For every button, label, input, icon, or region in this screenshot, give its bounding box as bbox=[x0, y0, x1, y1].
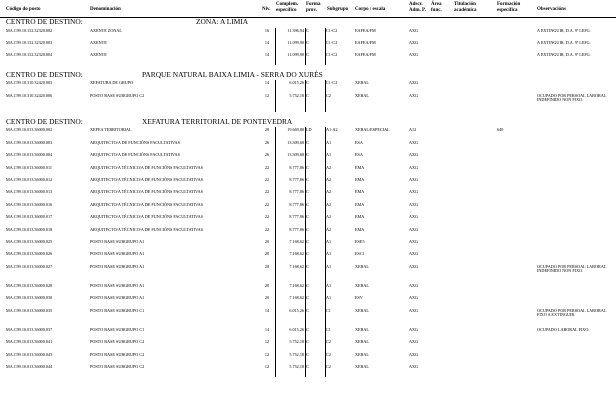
cell-subgrupo: C2 bbox=[326, 351, 331, 357]
cell-subgrupo: C2 bbox=[326, 364, 331, 370]
cell-observacions: OCUPADO POR PERSOAL LABORAL FIXO A EXTINGUIR. bbox=[537, 307, 607, 318]
cell-subgrupo: A2 bbox=[326, 176, 332, 182]
cell-complemento: 7.168,62 bbox=[289, 295, 304, 301]
cell-denominacion: AXENTE bbox=[90, 39, 107, 45]
cell-code: MA.C99.10.013.36000.011 bbox=[6, 164, 53, 170]
cell-corpo: EMA bbox=[355, 189, 365, 195]
cell-forma: C bbox=[306, 263, 309, 269]
table-row bbox=[0, 153, 616, 165]
cell-corpo: ESE5 bbox=[355, 238, 365, 244]
cell-corpo: XERAL bbox=[355, 351, 369, 357]
table-row bbox=[0, 340, 616, 352]
cell-nivel: 20 bbox=[264, 251, 270, 257]
cell-adscricion: AXG bbox=[409, 238, 419, 244]
cell-adscricion: AXG bbox=[409, 351, 419, 357]
cell-subgrupo: C1 bbox=[326, 326, 331, 332]
cell-adscricion: AXG bbox=[409, 27, 419, 33]
header-denominacion: Denominación bbox=[90, 7, 121, 12]
cell-complemento: 19.669,80 bbox=[287, 127, 304, 133]
cell-adscricion: AXG bbox=[409, 189, 419, 195]
section-label: CENTRO DE DESTINO: bbox=[6, 69, 83, 79]
cell-corpo: EMA bbox=[355, 164, 365, 170]
header-adscricion: Adscr. Adm. P. bbox=[409, 2, 426, 13]
header-corpo: Corpo / escala bbox=[355, 7, 386, 12]
cell-forma: C bbox=[306, 351, 309, 357]
cell-denominacion: ARQUITECTO/A TÉCNICO/A DE FUNCIÓNS FACULTATIVAS bbox=[90, 214, 203, 220]
cell-adscricion: AXG bbox=[409, 251, 419, 257]
cell-complemento: 11.099,90 bbox=[287, 39, 304, 45]
section-title: XEFATURA TERRITORIAL DE PONTEVEDRA bbox=[142, 116, 293, 126]
cell-code: MA.C99.10.013.36000.026 bbox=[6, 251, 53, 257]
column-divider bbox=[325, 127, 326, 376]
cell-forma: C bbox=[306, 251, 309, 257]
cell-denominacion: XEFATURA DE GRUPO bbox=[90, 80, 134, 86]
cell-forma: C bbox=[306, 339, 309, 345]
cell-complemento: 8.777,86 bbox=[289, 176, 304, 182]
cell-complemento: 11.396,94 bbox=[287, 27, 304, 33]
cell-nivel: 20 bbox=[264, 238, 270, 244]
cell-corpo: EMA bbox=[355, 226, 365, 232]
cell-forma: C bbox=[306, 214, 309, 220]
cell-subgrupo: A1 bbox=[326, 295, 332, 301]
cell-denominacion: ARQUITECTO/A TÉCNICO/A DE FUNCIÓNS FACULTATIVAS bbox=[90, 176, 203, 182]
cell-subgrupo: C1-C2 bbox=[326, 39, 338, 45]
cell-subgrupo: A2 bbox=[326, 189, 332, 195]
cell-denominacion: POSTO BASE SUBGRUPO A1 bbox=[90, 238, 145, 244]
cell-complemento: 7.168,62 bbox=[289, 282, 304, 288]
cell-complemento: 7.168,62 bbox=[289, 263, 304, 269]
cell-forma: C bbox=[306, 27, 309, 33]
cell-nivel: 12 bbox=[264, 339, 270, 345]
cell-nivel: 16 bbox=[264, 27, 270, 33]
cell-code: MA.C99.10.013.36000.035 bbox=[6, 307, 53, 313]
cell-adscricion: A12 bbox=[409, 127, 417, 133]
cell-forma: LD bbox=[306, 127, 312, 133]
cell-complemento: 5.752,18 bbox=[289, 364, 304, 370]
cell-complemento: 5.752,18 bbox=[289, 351, 304, 357]
cell-code: MA.C99.10.310.32420.006 bbox=[6, 92, 53, 98]
cell-forma: C bbox=[306, 152, 309, 158]
cell-subgrupo: A2 bbox=[326, 201, 332, 207]
cell-adscricion: AXG bbox=[409, 326, 419, 332]
cell-nivel: 28 bbox=[264, 127, 270, 133]
cell-adscricion: AXG bbox=[409, 201, 419, 207]
cell-observacions: OCUPADO POR PERSOAL LABORAL INDEFINIDO NON FIXO. bbox=[537, 92, 607, 103]
cell-denominacion: ARQUITECTO/A TÉCNICO/A DE FUNCIÓNS FACULTATIVAS bbox=[90, 201, 203, 207]
section-title: PARQUE NATURAL BAIXA LIMIA - SERRA DO XURÉS bbox=[142, 69, 323, 79]
cell-corpo: EMA bbox=[355, 176, 365, 182]
header-observacions: Observacións bbox=[537, 7, 566, 12]
cell-adscricion: AXG bbox=[409, 295, 419, 301]
cell-denominacion: POSTO BASE SUBGRUPO A1 bbox=[90, 282, 145, 288]
cell-adscricion: AXG bbox=[409, 164, 419, 170]
cell-nivel: 12 bbox=[264, 351, 270, 357]
cell-complemento: 7.168,62 bbox=[289, 238, 304, 244]
cell-adscricion: AXG bbox=[409, 39, 419, 45]
cell-denominacion: ARQUITECTO/A TÉCNICO/A DE FUNCIÓNS FACULTATIVAS bbox=[90, 189, 203, 195]
cell-corpo: EMA bbox=[355, 201, 365, 207]
table-row bbox=[0, 94, 616, 113]
cell-forma: C bbox=[306, 189, 309, 195]
cell-subgrupo: A1 bbox=[326, 263, 332, 269]
cell-code: MA.C99.10.013.36000.018 bbox=[6, 226, 53, 232]
cell-nivel: 22 bbox=[264, 226, 270, 232]
cell-denominacion: POSTO BASE SUBGRUPO C2 bbox=[90, 339, 145, 345]
cell-code: MA.C99.10.013.36000.017 bbox=[6, 214, 53, 220]
cell-code: MA.C99.10.013.36000.041 bbox=[6, 339, 53, 345]
cell-corpo: XERAL bbox=[355, 339, 369, 345]
cell-code: MA.C99.10.152.32320.004 bbox=[6, 52, 53, 58]
cell-forma: C bbox=[306, 307, 309, 313]
column-divider bbox=[305, 80, 306, 112]
cell-code: MA.C99.10.013.36000.037 bbox=[6, 326, 53, 332]
cell-nivel: 22 bbox=[264, 176, 270, 182]
cell-denominacion: ARQUITECTO/A TÉCNICO/A DE FUNCIÓNS FACULTATIVAS bbox=[90, 226, 203, 232]
cell-complemento: 8.777,86 bbox=[289, 189, 304, 195]
cell-code: MA.C99.10.013.36000.044 bbox=[6, 364, 53, 370]
table-row bbox=[0, 215, 616, 227]
cell-denominacion: POSTO BASE SUBGRUPO A1 bbox=[90, 263, 145, 269]
cell-forma: C bbox=[306, 164, 309, 170]
cell-subgrupo: A2 bbox=[326, 214, 332, 220]
cell-corpo: ESA bbox=[355, 152, 363, 158]
section-title: ZONA: A LIMIA bbox=[196, 17, 249, 26]
cell-nivel: 26 bbox=[264, 152, 270, 158]
cell-forma: C bbox=[306, 201, 309, 207]
cell-denominacion: ARQUITECTO/A TÉCNICO/A DE FUNCIÓNS FACULTATIVAS bbox=[90, 164, 203, 170]
cell-corpo: EAFEA/FM bbox=[355, 52, 376, 58]
cell-corpo: ESV bbox=[355, 295, 363, 301]
cell-adscricion: AXG bbox=[409, 263, 419, 269]
cell-nivel: 20 bbox=[264, 282, 270, 288]
cell-subgrupo: C1-C2 bbox=[326, 80, 338, 86]
cell-adscricion: AXG bbox=[409, 226, 419, 232]
cell-denominacion: POSTO BASE SUBGRUPO A1 bbox=[90, 295, 145, 301]
header-area: Área func. bbox=[431, 2, 442, 13]
cell-complemento: 6.015,26 bbox=[289, 80, 304, 86]
cell-subgrupo: A1 bbox=[326, 152, 332, 158]
cell-nivel: 14 bbox=[264, 80, 270, 86]
cell-complemento: 6.015,26 bbox=[289, 326, 304, 332]
cell-subgrupo: A1 bbox=[326, 139, 332, 145]
cell-subgrupo: C2 bbox=[326, 92, 331, 98]
cell-observacions: A EXTINGUIR, D.A. 9ª LEFG. bbox=[537, 39, 591, 45]
cell-forma: C bbox=[306, 226, 309, 232]
cell-nivel: 14 bbox=[264, 39, 270, 45]
cell-denominacion: POSTO BASE SUBGRUPO A1 bbox=[90, 251, 145, 257]
cell-corpo: EAFEA/FM bbox=[355, 39, 376, 45]
cell-code: MA.C99.10.013.36000.004 bbox=[6, 152, 53, 158]
cell-subgrupo: C1-C2 bbox=[326, 27, 338, 33]
cell-adscricion: AXG bbox=[409, 52, 419, 58]
header-complemento: Complem. específico bbox=[276, 2, 299, 13]
table-row bbox=[0, 296, 616, 308]
cell-corpo: EMA bbox=[355, 214, 365, 220]
cell-complemento: 5.752,18 bbox=[289, 92, 304, 98]
cell-observacions: A EXTINGUIR, D.A. 9ª LEFG. bbox=[537, 27, 591, 33]
column-divider bbox=[305, 127, 306, 376]
cell-adscricion: AXG bbox=[409, 282, 419, 288]
column-divider bbox=[275, 80, 276, 112]
cell-corpo: XERAL bbox=[355, 92, 369, 98]
column-divider bbox=[275, 28, 276, 65]
cell-subgrupo: A1 bbox=[326, 282, 332, 288]
cell-code: MA.C99.10.310.32420.005 bbox=[6, 80, 53, 86]
cell-complemento: 11.099,90 bbox=[287, 52, 304, 58]
cell-nivel: 22 bbox=[264, 214, 270, 220]
cell-complemento: 5.752,18 bbox=[289, 339, 304, 345]
cell-code: MA.C99.10.013.36000.027 bbox=[6, 263, 53, 269]
cell-adscricion: AXG bbox=[409, 364, 419, 370]
cell-nivel: 22 bbox=[264, 189, 270, 195]
cell-forma: C bbox=[306, 92, 309, 98]
cell-nivel: 14 bbox=[264, 52, 270, 58]
table-row bbox=[0, 309, 616, 328]
cell-corpo: XERAL bbox=[355, 80, 369, 86]
cell-denominacion: AXENTE ZONAL bbox=[90, 27, 122, 33]
cell-complemento: 8.777,86 bbox=[289, 226, 304, 232]
cell-subgrupo: C1 bbox=[326, 307, 331, 313]
cell-denominacion: ARQUITECTO/A DE FUNCIÓNS FACULTATIVAS bbox=[90, 139, 180, 145]
cell-observacions: OCUPADO LABORAL FIXO. bbox=[537, 326, 590, 332]
cell-adscricion: AXG bbox=[409, 339, 419, 345]
cell-adscricion: AXG bbox=[409, 92, 419, 98]
cell-nivel: 12 bbox=[264, 364, 270, 370]
cell-corpo: EAFEA/FM bbox=[355, 27, 376, 33]
cell-adscricion: AXG bbox=[409, 307, 419, 313]
cell-subgrupo: A1 bbox=[326, 251, 332, 257]
cell-code: MA.C99.10.152.32320.003 bbox=[6, 39, 53, 45]
cell-observacions: OCUPADO POR PERSOAL LABORAL INDEFINIDO NON FIXO. bbox=[537, 263, 607, 274]
cell-nivel: 22 bbox=[264, 164, 270, 170]
cell-subgrupo: A1 bbox=[326, 238, 332, 244]
cell-complemento: 8.777,86 bbox=[289, 201, 304, 207]
cell-formacion: 640 bbox=[497, 127, 504, 133]
header-rule bbox=[0, 17, 616, 18]
cell-forma: C bbox=[306, 295, 309, 301]
table-row bbox=[0, 53, 616, 65]
cell-denominacion: XEFEA TERRITORIAL bbox=[90, 127, 132, 133]
cell-code: MA.C99.10.013.36000.025 bbox=[6, 238, 53, 244]
cell-forma: C bbox=[306, 52, 309, 58]
cell-corpo: ESC1 bbox=[355, 251, 365, 257]
cell-code: MA.C99.10.013.36000.028 bbox=[6, 282, 53, 288]
cell-code: MA.C99.10.152.32320.002 bbox=[6, 27, 53, 33]
cell-subgrupo: C1-C2 bbox=[326, 52, 338, 58]
header-codigo: Código do posto bbox=[6, 7, 41, 12]
table-row bbox=[0, 265, 616, 284]
cell-complemento: 8.777,86 bbox=[289, 214, 304, 220]
cell-forma: C bbox=[306, 39, 309, 45]
column-divider bbox=[325, 80, 326, 112]
cell-forma: C bbox=[306, 282, 309, 288]
cell-code: MA.C99.10.013.36000.003 bbox=[6, 139, 53, 145]
cell-nivel: 20 bbox=[264, 295, 270, 301]
cell-code: MA.C99.10.013.36000.002 bbox=[6, 127, 53, 133]
cell-adscricion: AXG bbox=[409, 152, 419, 158]
header-formacion: Formación específica bbox=[497, 2, 521, 13]
cell-subgrupo: A2 bbox=[326, 164, 332, 170]
cell-corpo: XERAL bbox=[355, 263, 369, 269]
cell-nivel: 14 bbox=[264, 326, 270, 332]
cell-denominacion: AXENTE bbox=[90, 52, 107, 58]
cell-denominacion: POSTO BASE SUBGRUPO C1 bbox=[90, 307, 145, 313]
cell-subgrupo: C2 bbox=[326, 339, 331, 345]
cell-denominacion: POSTO BASE SUBGRUPO C2 bbox=[90, 364, 145, 370]
table-row bbox=[0, 128, 616, 140]
cell-nivel: 12 bbox=[264, 92, 270, 98]
cell-code: MA.C99.10.013.36000.013 bbox=[6, 189, 53, 195]
cell-observacions: A EXTINGUIR, D.A. 9ª LEFG. bbox=[537, 52, 591, 58]
cell-code: MA.C99.10.013.36000.012 bbox=[6, 176, 53, 182]
table-row bbox=[0, 190, 616, 202]
cell-adscricion: AXG bbox=[409, 214, 419, 220]
cell-code: MA.C99.10.013.36000.030 bbox=[6, 295, 53, 301]
cell-adscricion: AXG bbox=[409, 176, 419, 182]
cell-adscricion: AXG bbox=[409, 139, 419, 145]
cell-corpo: XERAL bbox=[355, 326, 369, 332]
section-label: CENTRO DE DESTINO: bbox=[6, 17, 83, 26]
cell-nivel: 22 bbox=[264, 201, 270, 207]
cell-denominacion: POSTO BASE SUBGRUPO C1 bbox=[90, 326, 145, 332]
cell-code: MA.C99.10.013.36000.016 bbox=[6, 201, 53, 207]
table-row bbox=[0, 252, 616, 264]
cell-forma: C bbox=[306, 80, 309, 86]
cell-code: MA.C99.10.013.36000.043 bbox=[6, 351, 53, 357]
column-divider bbox=[275, 127, 276, 376]
section-label: CENTRO DE DESTINO: bbox=[6, 116, 83, 126]
cell-complemento: 7.168,62 bbox=[289, 251, 304, 257]
cell-adscricion: AXG bbox=[409, 80, 419, 86]
cell-nivel: 14 bbox=[264, 307, 270, 313]
cell-corpo: XERAL bbox=[355, 282, 369, 288]
column-divider bbox=[325, 28, 326, 65]
cell-forma: C bbox=[306, 139, 309, 145]
cell-forma: C bbox=[306, 176, 309, 182]
cell-nivel: 26 bbox=[264, 139, 270, 145]
cell-forma: C bbox=[306, 238, 309, 244]
cell-subgrupo: A1-A2 bbox=[326, 127, 338, 133]
cell-subgrupo: A2 bbox=[326, 226, 332, 232]
table-row bbox=[0, 365, 616, 377]
cell-denominacion: ARQUITECTO/A DE FUNCIÓNS FACULTATIVAS bbox=[90, 152, 180, 158]
header-forma: Forma prov. bbox=[306, 2, 321, 13]
cell-nivel: 20 bbox=[264, 263, 270, 269]
cell-complemento: 13.309,68 bbox=[287, 152, 304, 158]
cell-complemento: 6.015,26 bbox=[289, 307, 304, 313]
cell-corpo: XERAL bbox=[355, 364, 369, 370]
cell-denominacion: POSTO BASE SUBGRUPO C2 bbox=[90, 92, 145, 98]
cell-corpo: ESA bbox=[355, 139, 363, 145]
cell-forma: C bbox=[306, 364, 309, 370]
cell-corpo: XERAL/ESPECIAL bbox=[355, 127, 390, 133]
cell-denominacion: POSTO BASE SUBGRUPO C2 bbox=[90, 351, 145, 357]
cell-complemento: 13.309,68 bbox=[287, 139, 304, 145]
table-row bbox=[0, 81, 616, 93]
cell-forma: C bbox=[306, 326, 309, 332]
header-subgrupo: Subgrupo bbox=[327, 7, 349, 12]
cell-corpo: XERAL bbox=[355, 307, 369, 313]
column-divider bbox=[305, 28, 306, 65]
header-nivel: Niv. bbox=[262, 7, 271, 12]
header-titulacion: Titulación académica bbox=[454, 2, 477, 13]
cell-complemento: 8.777,86 bbox=[289, 164, 304, 170]
